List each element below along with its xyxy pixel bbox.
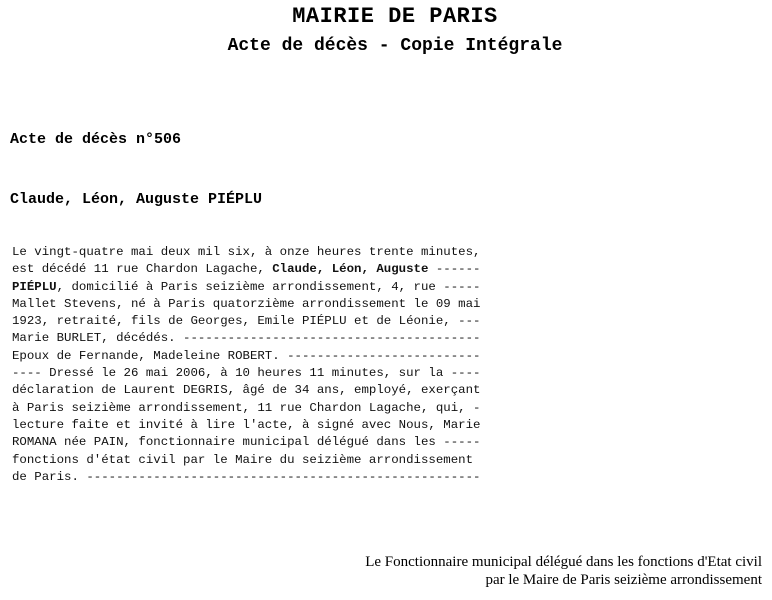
body-line: Mallet Stevens, né à Paris quatorzième arrondissement le 09 mai [12,296,481,311]
body-line: à Paris seizième arrondissement, 11 rue Chardon Lagache, qui, - [12,400,481,415]
deceased-name: Claude, Léon, Auguste PIÉPLU [10,191,263,208]
body-line: fonctions d'état civil par le Maire du seizième arrondissement [12,452,474,467]
body-line: de Paris. ----------------------------------------------------- [12,469,481,484]
act-number: Acte de décès n°506 [10,131,182,148]
document-header [0,4,772,58]
body-line: Marie BURLET, décédés. ---------------------------------------- [12,331,481,346]
signature-line: par le Maire de Paris seizième arrondissement [485,572,762,588]
document-subtitle: Acte de décès - Copie Intégrale [227,36,563,56]
body-line: ---- Dressé le 26 mai 2006, à 10 heures 11 minutes, sur la ---- [12,366,481,381]
body-line: , domicilié à Paris seizième arrondissement, 4, rue ----- [56,279,481,294]
body-line: est décédé 11 rue Chardon Lagache, [12,262,273,277]
signature-block [365,553,762,589]
body-line: ------ [428,262,481,277]
body-line: déclaration de Laurent DEGRIS, âgé de 34 ans, employé, exerçant [12,383,481,398]
body-bold-name: Claude, Léon, Auguste [272,262,429,277]
act-body-text [12,244,578,486]
body-line: Epoux de Fernande, Madeleine ROBERT. -------------------------- [12,348,481,363]
body-line: ROMANA née PAIN, fonctionnaire municipal délégué dans les ----- [12,435,481,450]
signature-line: Le Fonctionnaire municipal délégué dans les fonctions d'Etat civil [365,554,762,570]
body-line: Le vingt-quatre mai deux mil six, à onze heures trente minutes, [12,245,481,259]
body-line: 1923, retraité, fils de Georges, Emile PIÉPLU et de Léonie, --- [12,314,481,329]
body-bold-surname: PIÉPLU [12,279,57,294]
document-title: MAIRIE DE PARIS [292,4,498,29]
body-line: lecture faite et invité à lire l'acte, à signé avec Nous, Marie [12,417,481,432]
